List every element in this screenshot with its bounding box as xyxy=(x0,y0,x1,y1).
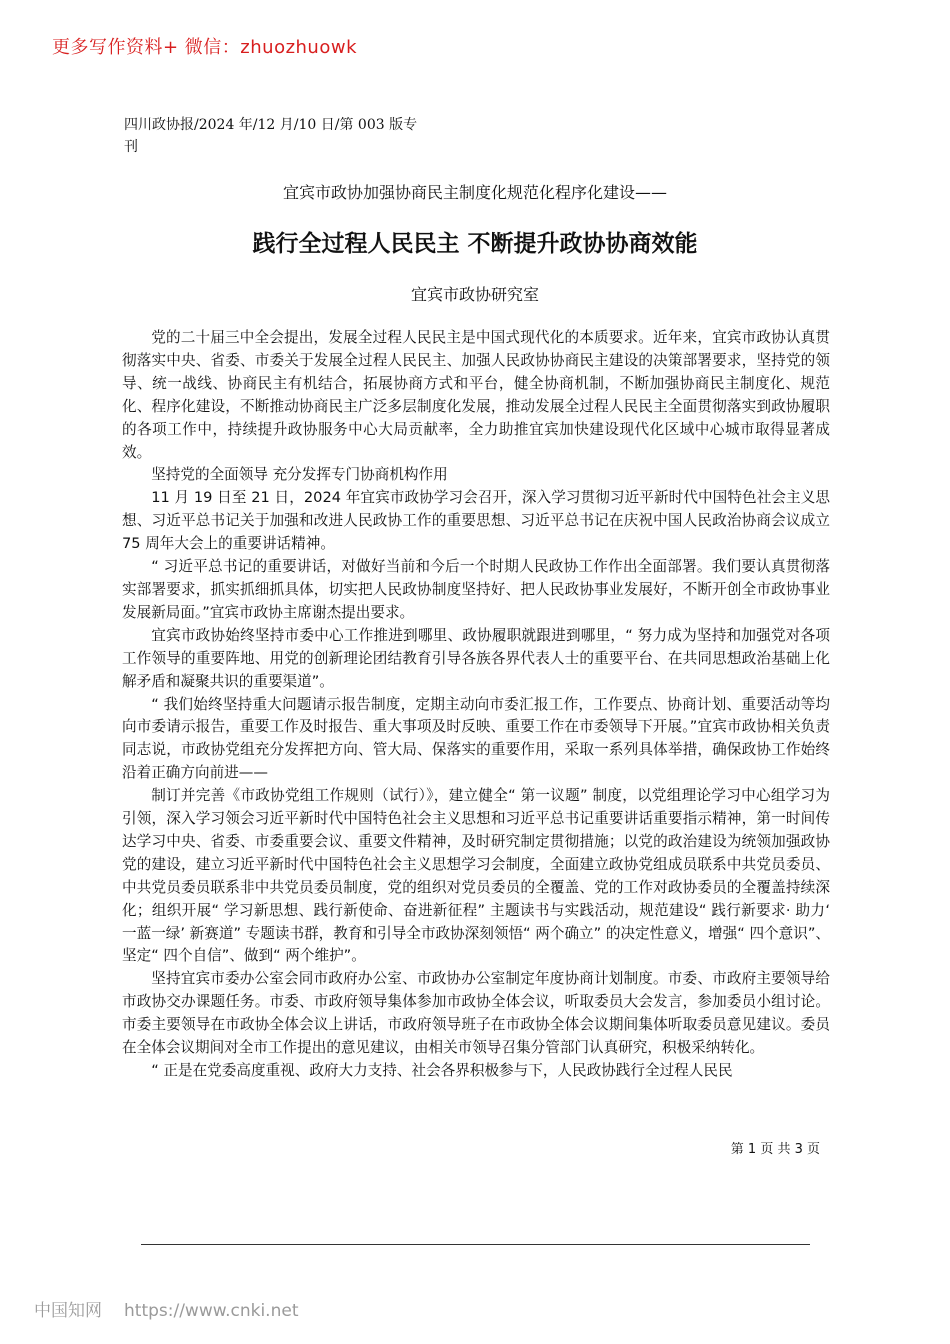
paragraph: 坚持宜宾市委办公室会同市政府办公室、市政协办公室制定年度协商计划制度。市委、市政府主要领导给市政协交办课题任务。市委、市政府领导集体参加市政协全体会议，听取委员大会发言，参加委员小组讨论。市委主要领导在市政协全体会议上讲话，市政府领导班子在市政协全体会议期间集体听取委员意见建议。委员在全体会议期间对全市工作提出的意见建议，由相关市领导召集分管部门认真研究，积极采纳转化。 xyxy=(122,970,830,1057)
article-subtitle: 宜宾市政协加强协商民主制度化规范化程序化建设—— xyxy=(282,183,667,202)
paragraph: “ 我们始终坚持重大问题请示报告制度，定期主动向市委汇报工作，工作要点、协商计划、重要活动等均向市委请示报告，重要工作及时报告、重大事项及时反映、重要工作在市委领导下开展。”宜宾市政协相关负责同志说，市政协党组充分发挥把方向、管大局、保落实的重要作用，采取一系列具体举措，确保政协工作始终沿着正确方向前进—— xyxy=(122,695,830,782)
article-author: 宜宾市政协研究室 xyxy=(410,285,539,304)
paragraph: “ 正是在党委高度重视、政府大力支持、社会各界积极参与下，人民政协践行全过程人民民 xyxy=(151,1062,733,1079)
section-heading: 坚持党的全面领导 充分发挥专门协商机构作用 xyxy=(151,466,448,484)
paragraph: 制订并完善《市政协党组工作规则（试行）》，建立健全“ 第一议题” 制度，以党组理论学习中心组学习为引领，深入学习领会习近平新时代中国特色社会主义思想和习近平总书记重要讲话重要指示精神，第一时间传达学习中央、省委、市委重要会议、重要文件精神，及时研究制定贯彻措施；以党的政治建设为统领加强政协党的建设，建立习近平新时代中国特色社会主义思想学习会制度，全面建立政协党组成员联系中共党员委员、中共党员委员联系非中共党员委员制度，党的组织对党员委员的全覆盖、党的工作对政协委员的全覆盖持续深化；组织开展“ 学习新思想、践行新使命、奋进新征程” 主题读书与实践活动，规范建设“ 践行新要求· 助力‘ 一蓝一绿’ 新赛道” 专题读书群，教育和引导全市政协深刻领悟“ 两个确立” 的决定性意义，增强“ 四个意识”、坚定“ 四个自信”、做到“ 两个维护”。 xyxy=(122,787,830,965)
source-line: 四川政协报/2024 年/12 月/10 日/第 003 版专刊 xyxy=(124,117,418,155)
paragraph: “ 习近平总书记的重要讲话，对做好当前和今后一个时期人民政协工作作出全面部署。我们要认真贯彻落实部署要求，抓实抓细抓具体，切实把人民政协制度坚持好、把人民政协事业发展好，不断开创全市政协事业发展新局面。”宜宾市政协主席谢杰提出要求。 xyxy=(122,558,830,621)
promo-banner: 更多写作资料+ 微信：zhuozhuowk xyxy=(52,37,358,58)
paragraph: 宜宾市政协始终坚持市委中心工作推进到哪里、政协履职就跟进到哪里，“ 努力成为坚持和加强党对各项工作领导的重要阵地、用党的创新理论团结教育引导各族各界代表人士的重要平台、在共同思想政治基础上化解矛盾和凝聚共识的重要渠道”。 xyxy=(122,626,830,690)
watermark-brand: 中国知网 xyxy=(34,1301,102,1321)
page-number: 第 1 页 共 3 页 xyxy=(730,1142,820,1157)
paragraph: 11 月 19 日至 21 日，2024 年宜宾市政协学习会召开，深入学习贯彻习近平新时代中国特色社会主义思想、习近平总书记关于加强和改进人民政协工作的重要思想、习近平总书记在庆祝中国人民政治协商会议成立 75 周年大会上的重要讲话精神。 xyxy=(122,489,830,553)
watermark xyxy=(34,1296,298,1321)
article-body xyxy=(122,327,830,1083)
watermark-url: https://www.cnki.net xyxy=(124,1301,299,1321)
footer-divider xyxy=(141,1244,810,1245)
paragraph: 党的二十届三中全会提出，发展全过程人民民主是中国式现代化的本质要求。近年来，宜宾市政协认真贯彻落实中央、省委、市委关于发展全过程人民民主、加强人民政协协商民主建设的决策部署要求，坚持党的领导、统一战线、协商民主有机结合，拓展协商方式和平台，健全协商机制，不断加强协商民主制度化、规范化、程序化建设，不断推动协商民主广泛多层制度化发展，推动发展全过程人民民主全面贯彻落实到政协履职的各项工作中，持续提升政协服务中心大局贡献率，全力助推宜宾加快建设现代化区域中心城市取得显著成效。 xyxy=(122,329,830,461)
article-title: 践行全过程人民民主 不断提升政协协商效能 xyxy=(252,231,698,257)
